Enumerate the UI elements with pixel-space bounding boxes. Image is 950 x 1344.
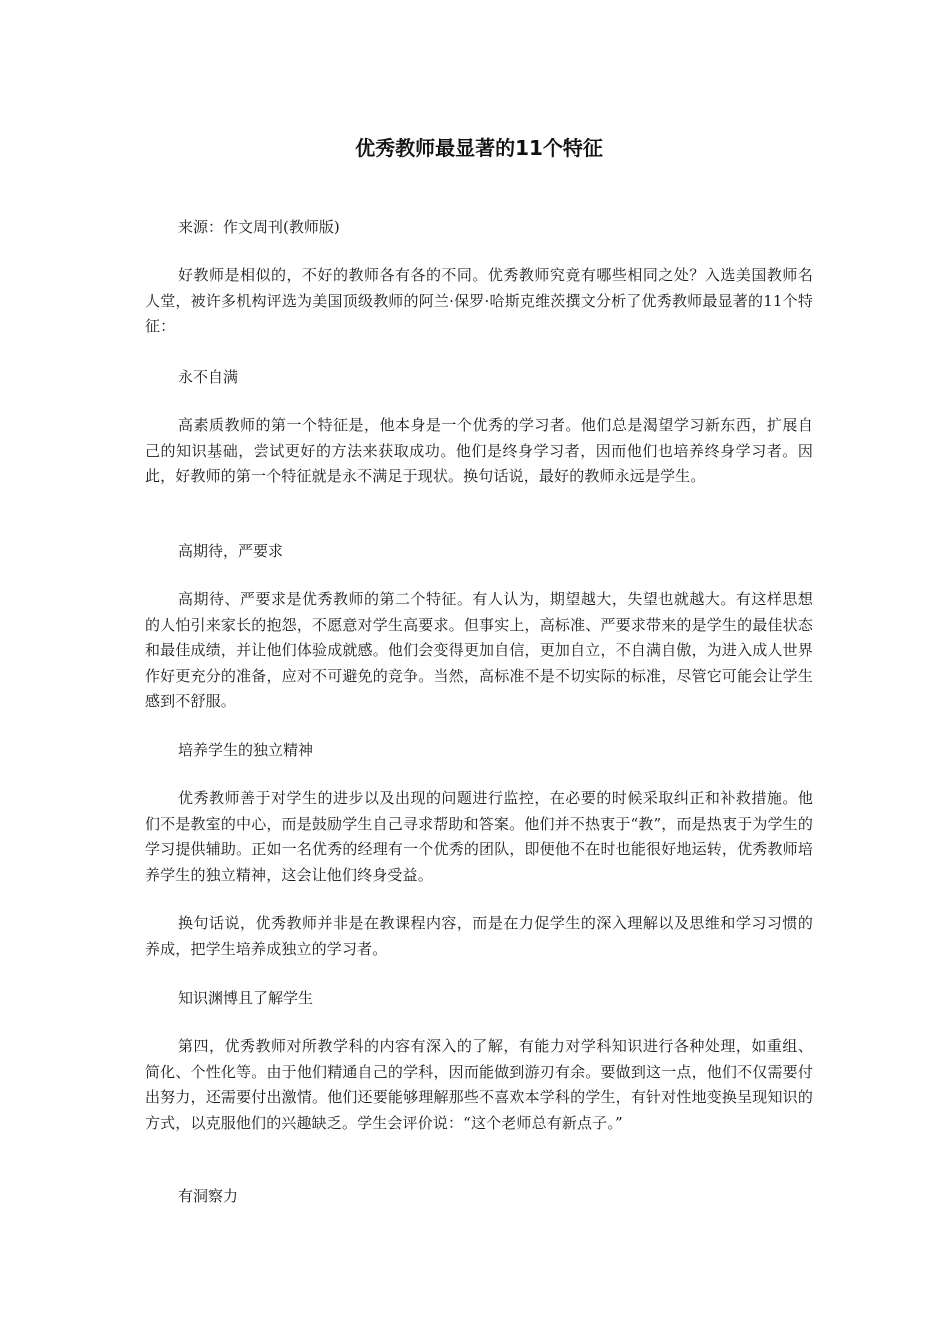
section-heading-1: 永不自满 bbox=[178, 368, 239, 386]
section-heading-5: 有洞察力 bbox=[178, 1187, 239, 1205]
section-2-paragraph-1: 高期待、严要求是优秀教师的第二个特征。有人认为，期望越大，失望也就越大。有这样思想的人怕引来家长的抱怨，不愿意对学生高要求。但事实上，高标准、严要求带来的是学生的最佳状态和最佳成绩，并让他们体验成就感。他们会变得更加自信，更加自立，不自满自傲，为进入成人世界作好更充分的准备，应对不可避免的竞争。当然，高标准不是不切实际的标准，尽管它可能会让学生感到不舒服。 bbox=[145, 590, 813, 710]
source-line: 来源：作文周刊(教师版) bbox=[178, 218, 340, 236]
section-heading-2: 高期待，严要求 bbox=[178, 542, 284, 560]
section-3-paragraph-1: 优秀教师善于对学生的进步以及出现的问题进行监控，在必要的时候采取纠正和补救措施。他们不是教室的中心，而是鼓励学生自己寻求帮助和答案。他们并不热衷于“教”，而是热衷于为学生的学习提供辅助。正如一名优秀的经理有一个优秀的团队，即便他不在时也能很好地运转，优秀教师培养学生的独立精神，这会让他们终身受益。 bbox=[145, 789, 813, 884]
section-1-paragraph-1: 高素质教师的第一个特征是，他本身是一个优秀的学习者。他们总是渴望学习新东西，扩展自己的知识基础，尝试更好的方法来获取成功。他们是终身学习者，因而他们也培养终身学习者。因此，好教师的第一个特征就是永不满足于现状。换句话说，最好的教师永远是学生。 bbox=[145, 416, 813, 485]
section-3-paragraph-2: 换句话说，优秀教师并非是在教课程内容，而是在力促学生的深入理解以及思维和学习习惯的养成，把学生培养成独立的学习者。 bbox=[145, 914, 813, 958]
section-heading-3: 培养学生的独立精神 bbox=[178, 741, 314, 759]
intro-paragraph: 好教师是相似的，不好的教师各有各的不同。优秀教师究竟有哪些相同之处？入选美国教师名人堂，被许多机构评选为美国顶级教师的阿兰·保罗·哈斯克维茨撰文分析了优秀教师最显著的11个特征： bbox=[145, 266, 813, 335]
section-4-paragraph-1: 第四，优秀教师对所教学科的内容有深入的了解，有能力对学科知识进行各种处理，如重组、简化、个性化等。由于他们精通自己的学科，因而能做到游刃有余。要做到这一点，他们不仅需要付出努力，还需要付出激情。他们还要能够理解那些不喜欢本学科的学生，有针对性地变换呈现知识的方式，以克服他们的兴趣缺乏。学生会评价说：“这个老师总有新点子。” bbox=[145, 1037, 813, 1132]
document-title: 优秀教师最显著的11个特征 bbox=[355, 136, 603, 160]
section-heading-4: 知识渊博且了解学生 bbox=[178, 989, 314, 1007]
